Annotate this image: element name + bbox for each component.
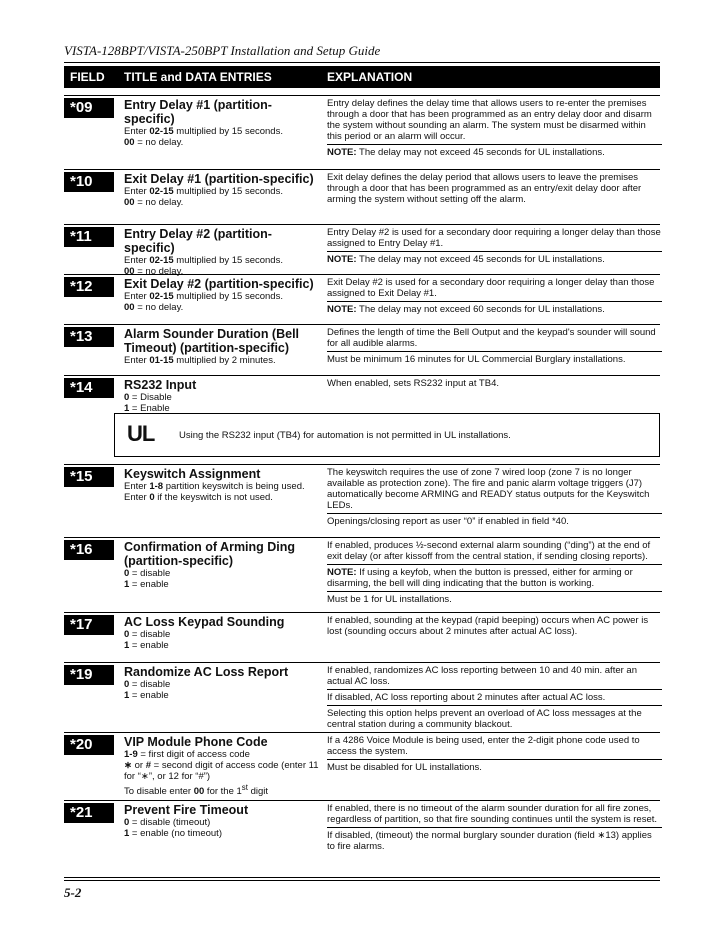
explanation bbox=[327, 540, 662, 605]
title-and-data bbox=[124, 98, 319, 148]
field-title: Keyswitch Assignment bbox=[124, 467, 261, 481]
explanation-paragraph: When enabled, sets RS232 input at TB4. bbox=[327, 378, 499, 389]
explanation bbox=[327, 735, 662, 773]
data-entry-line: Enter 02-15 multiplied by 15 seconds. bbox=[124, 291, 283, 302]
title-and-data bbox=[124, 378, 319, 414]
ul-logo: UL bbox=[127, 421, 155, 446]
explanation-paragraph: If disabled, (timeout) the normal burglary sounder duration (field ∗13) applies to fire alarms. bbox=[327, 827, 662, 852]
data-entry-line: Enter 02-15 multiplied by 15 seconds. bbox=[124, 255, 283, 266]
explanation-paragraph: If enabled, produces ½-second external alarm sounding (“ding”) at the end of exit delay (or after kissoff from the central station, if sending closing reports). bbox=[327, 540, 651, 562]
data-entry-line: 0 = Disable bbox=[124, 392, 172, 403]
explanation bbox=[327, 98, 662, 158]
data-entry-line: To disable enter 00 for the 1st digit bbox=[124, 783, 269, 798]
title-and-data bbox=[124, 735, 319, 797]
field-title: RS232 Input bbox=[124, 378, 197, 392]
entry-rule bbox=[64, 537, 660, 538]
field-number: *21 bbox=[64, 803, 114, 823]
column-header-bar bbox=[64, 66, 660, 88]
explanation-paragraph: If a 4286 Voice Module is being used, enter the 2-digit phone code used to access the system. bbox=[327, 735, 640, 757]
field-number: *10 bbox=[64, 172, 114, 192]
field-title: Entry Delay #2 (partition-specific) bbox=[124, 227, 272, 255]
footer-rule bbox=[64, 877, 660, 878]
entry-rule bbox=[64, 274, 660, 275]
field-number: *13 bbox=[64, 327, 114, 347]
explanation bbox=[327, 615, 662, 637]
explanation-paragraph: The keyswitch requires the use of zone 7 wired loop (zone 7 is no longer available as protection zone). The fire and panic alarm voltage triggers (J7) automatically become ARMING and READY status outputs for the Keyswitch LEDs. bbox=[327, 467, 650, 511]
explanation-paragraph: Must be 1 for UL installations. bbox=[327, 591, 662, 605]
data-entry-line: 1 = enable bbox=[124, 579, 169, 590]
explanation bbox=[327, 327, 662, 365]
field-title: Entry Delay #1 (partition-specific) bbox=[124, 98, 272, 126]
explanation bbox=[327, 378, 662, 389]
data-entry-line: Enter 1-8 partition keyswitch is being used. bbox=[124, 481, 305, 492]
data-entry-line: 0 = disable bbox=[124, 568, 171, 579]
explanation-paragraph: If enabled, randomizes AC loss reporting between 10 and 40 min. after an actual AC loss. bbox=[327, 665, 637, 687]
column-header-field: FIELD bbox=[70, 70, 105, 84]
data-entry-line: 00 = no delay. bbox=[124, 302, 184, 313]
field-number: *14 bbox=[64, 378, 114, 398]
entry-rule bbox=[64, 662, 660, 663]
data-entry-line: 00 = no delay. bbox=[124, 266, 184, 277]
explanation-paragraph: NOTE: The delay may not exceed 60 seconds for UL installations. bbox=[327, 301, 662, 315]
ul-note-text: Using the RS232 input (TB4) for automation is not permitted in UL installations. bbox=[179, 430, 511, 441]
explanation-paragraph: Entry Delay #2 is used for a secondary door requiring a longer delay than those assigned to Entry Delay #1. bbox=[327, 227, 661, 249]
explanation-paragraph: Exit Delay #2 is used for a secondary door requiring a longer delay than those assigned to Exit Delay #1. bbox=[327, 277, 655, 299]
data-entry-line: Enter 02-15 multiplied by 15 seconds. bbox=[124, 126, 283, 137]
explanation-paragraph: Openings/closing report as user “0” if enabled in field *40. bbox=[327, 513, 662, 527]
explanation bbox=[327, 277, 662, 315]
data-entry-line: 1 = Enable bbox=[124, 403, 170, 414]
field-title: AC Loss Keypad Sounding bbox=[124, 615, 285, 629]
explanation bbox=[327, 665, 662, 730]
data-entry-line: 1 = enable (no timeout) bbox=[124, 828, 222, 839]
title-and-data bbox=[124, 803, 319, 839]
data-entry-line: ∗ or # = second digit of access code (enter 11 for “∗”, or 12 for “#”) bbox=[124, 760, 319, 782]
header-rule bbox=[64, 62, 660, 63]
field-number: *20 bbox=[64, 735, 114, 755]
explanation-paragraph: Exit delay defines the delay period that allows users to leave the premises through a door that has been programmed as an entry/exit delay door after arming the system without setting off the alarm. bbox=[327, 172, 642, 205]
data-entry-line: Enter 01-15 multiplied by 2 minutes. bbox=[124, 355, 276, 366]
title-and-data bbox=[124, 327, 319, 366]
column-header-title: TITLE and DATA ENTRIES bbox=[124, 70, 272, 84]
explanation-paragraph: NOTE: If using a keyfob, when the button is pressed, either for arming or disarming, the bell will ding indicating that the button is working. bbox=[327, 564, 662, 589]
field-title: Randomize AC Loss Report bbox=[124, 665, 289, 679]
page-header-title: VISTA-128BPT/VISTA-250BPT Installation and Setup Guide bbox=[64, 43, 381, 58]
title-and-data bbox=[124, 467, 319, 503]
entry-rule bbox=[64, 169, 660, 170]
data-entry-line: 1 = enable bbox=[124, 640, 169, 651]
explanation-paragraph: Selecting this option helps prevent an overload of AC loss messages at the central station during a community blackout. bbox=[327, 705, 662, 730]
entry-rule bbox=[64, 732, 660, 733]
entry-rule bbox=[64, 464, 660, 465]
field-number: *16 bbox=[64, 540, 114, 560]
entry-rule bbox=[64, 375, 660, 376]
data-entry-line: 00 = no delay. bbox=[124, 197, 184, 208]
data-entry-line: 0 = disable bbox=[124, 629, 171, 640]
entry-rule bbox=[64, 324, 660, 325]
explanation-paragraph: Must be minimum 16 minutes for UL Commercial Burglary installations. bbox=[327, 351, 662, 365]
data-entry-line: Enter 0 if the keyswitch is not used. bbox=[124, 492, 273, 503]
title-and-data bbox=[124, 172, 319, 208]
field-number: *17 bbox=[64, 615, 114, 635]
explanation-paragraph: If disabled, AC loss reporting about 2 minutes after actual AC loss. bbox=[327, 689, 662, 703]
field-title: Alarm Sounder Duration (Bell Timeout) (partition-specific) bbox=[124, 327, 300, 355]
data-entry-line: 1 = enable bbox=[124, 690, 169, 701]
entry-rule bbox=[64, 224, 660, 225]
explanation-paragraph: Entry delay defines the delay time that allows users to re-enter the premises through a door that has been programmed as an entry delay door and disarm the system without sounding an alarm. The system must be disarmed within this period or an alarm will occur. bbox=[327, 98, 652, 142]
explanation-paragraph: NOTE: The delay may not exceed 45 seconds for UL installations. bbox=[327, 144, 662, 158]
data-entry-line: 0 = disable bbox=[124, 679, 171, 690]
field-title: Exit Delay #1 (partition-specific) bbox=[124, 172, 314, 186]
explanation bbox=[327, 227, 662, 265]
field-number: *19 bbox=[64, 665, 114, 685]
title-and-data bbox=[124, 615, 319, 651]
field-number: *09 bbox=[64, 98, 114, 118]
entry-rule bbox=[64, 800, 660, 801]
title-and-data bbox=[124, 227, 319, 277]
title-and-data bbox=[124, 540, 319, 590]
explanation bbox=[327, 467, 662, 527]
title-and-data bbox=[124, 277, 319, 313]
ul-note-box bbox=[114, 413, 660, 457]
explanation-paragraph: NOTE: The delay may not exceed 45 seconds for UL installations. bbox=[327, 251, 662, 265]
column-header-explanation: EXPLANATION bbox=[327, 70, 413, 84]
explanation-paragraph: Must be disabled for UL installations. bbox=[327, 759, 662, 773]
field-title: Confirmation of Arming Ding (partition-specific) bbox=[124, 540, 296, 568]
data-entry-line: 00 = no delay. bbox=[124, 137, 184, 148]
data-entry-line: Enter 02-15 multiplied by 15 seconds. bbox=[124, 186, 283, 197]
explanation-paragraph: Defines the length of time the Bell Output and the keypad's sounder will sound for all audible alarms. bbox=[327, 327, 656, 349]
field-title: Exit Delay #2 (partition-specific) bbox=[124, 277, 314, 291]
field-number: *11 bbox=[64, 227, 114, 247]
data-entry-line: 0 = disable (timeout) bbox=[124, 817, 211, 828]
data-entry-line: 1-9 = first digit of access code bbox=[124, 749, 250, 760]
explanation-paragraph: If enabled, there is no timeout of the alarm sounder duration for all fire zones, regardless of partition, so that fire sounding continues until the system is reset. bbox=[327, 803, 658, 825]
entry-rule bbox=[64, 95, 660, 96]
explanation-paragraph: If enabled, sounding at the keypad (rapid beeping) occurs when AC power is lost (sounding occurs about 2 minutes after actual AC loss). bbox=[327, 615, 649, 637]
field-number: *12 bbox=[64, 277, 114, 297]
page-number: 5-2 bbox=[64, 885, 82, 900]
title-and-data bbox=[124, 665, 319, 701]
field-title: VIP Module Phone Code bbox=[124, 735, 268, 749]
explanation bbox=[327, 803, 662, 852]
entry-rule bbox=[64, 612, 660, 613]
field-title: Prevent Fire Timeout bbox=[124, 803, 249, 817]
footer-rule bbox=[64, 880, 660, 881]
explanation bbox=[327, 172, 662, 205]
field-number: *15 bbox=[64, 467, 114, 487]
